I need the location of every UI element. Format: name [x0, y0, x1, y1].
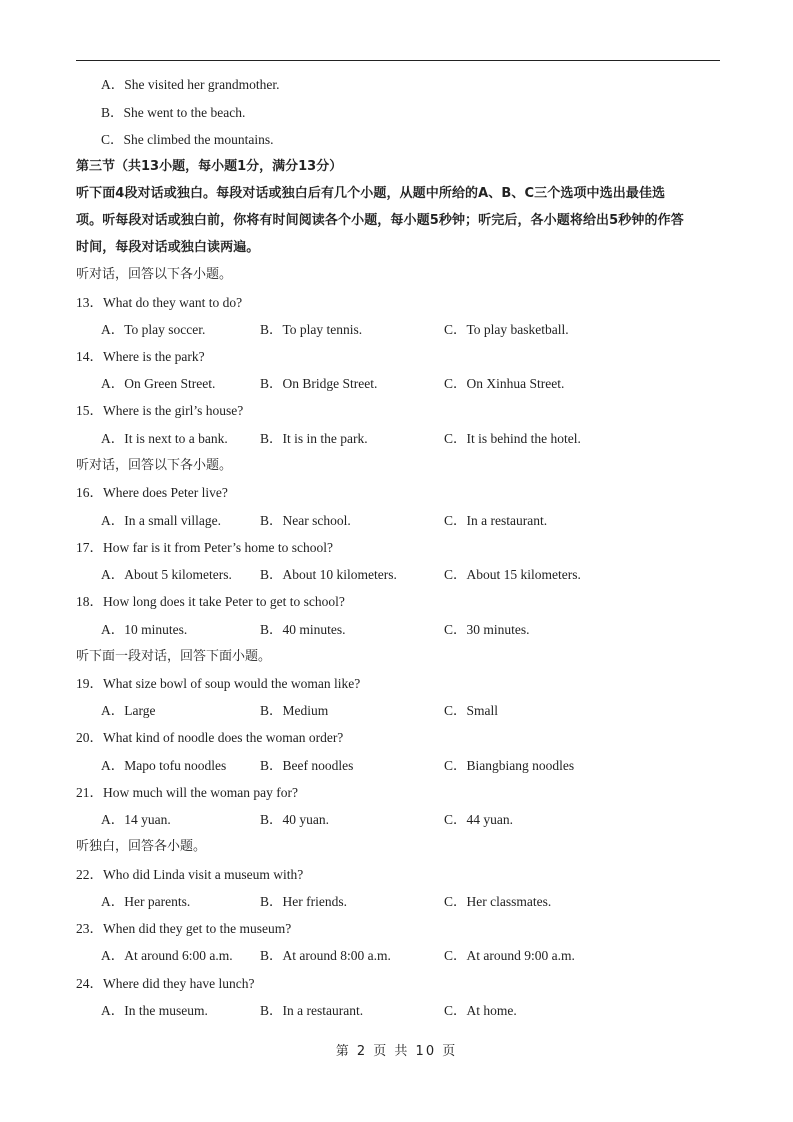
question-18-option-b: B．40 minutes.: [260, 622, 346, 637]
question-14-option-c: C．On Xinhua Street.: [444, 376, 565, 391]
question-23: 23．When did they get to the museum?: [76, 921, 292, 936]
question-17-option-a: A．About 5 kilometers.: [101, 567, 232, 582]
instructions-line-1: 听下面4段对话或独白。每段对话或独白后有几个小题，从题中所给的A、B、C三个选项中选出最佳选: [76, 186, 666, 201]
question-20-option-c: C．Biangbiang noodles: [444, 758, 575, 773]
question-19-option-b: B．Medium: [260, 703, 329, 718]
question-14: 14．Where is the park?: [76, 349, 205, 364]
group-4-heading: 听独白，回答各小题。: [76, 839, 207, 854]
question-22-option-b: B．Her friends.: [260, 894, 347, 909]
top-option-c: C．She climbed the mountains.: [101, 132, 274, 147]
question-21-option-b: B．40 yuan.: [260, 812, 329, 827]
question-13-option-a: A．To play soccer.: [101, 322, 206, 337]
question-16-option-b: B．Near school.: [260, 513, 351, 528]
question-24-option-a: A．In the museum.: [101, 1003, 208, 1018]
section-title: 第三节（共13小题，每小题1分，满分13分）: [76, 159, 343, 174]
top-option-a: A．She visited her grandmother.: [101, 77, 280, 92]
question-21-option-c: C．44 yuan.: [444, 812, 513, 827]
question-15: 15．Where is the girl’s house?: [76, 403, 244, 418]
question-18: 18．How long does it take Peter to get to school?: [76, 594, 345, 609]
question-17: 17．How far is it from Peter’s home to school?: [76, 540, 333, 555]
instructions-line-2: 项。听每段对话或独白前，你将有时间阅读各个小题，每小题5秒钟；听完后，各小题将给出5秒钟的作答: [76, 213, 684, 228]
question-19-option-c: C．Small: [444, 703, 499, 718]
header-rule: [76, 60, 720, 61]
question-17-option-c: C．About 15 kilometers.: [444, 567, 581, 582]
question-23-option-c: C．At around 9:00 a.m.: [444, 948, 575, 963]
question-20-option-b: B．Beef noodles: [260, 758, 354, 773]
question-18-option-a: A．10 minutes.: [101, 622, 188, 637]
question-17-option-b: B．About 10 kilometers.: [260, 567, 397, 582]
top-option-b: B．She went to the beach.: [101, 105, 246, 120]
question-24-option-b: B．In a restaurant.: [260, 1003, 364, 1018]
group-3-heading: 听下面一段对话，回答下面小题。: [76, 649, 272, 664]
question-20-option-a: A．Mapo tofu noodles: [101, 758, 227, 773]
question-22: 22．Who did Linda visit a museum with?: [76, 867, 304, 882]
question-24: 24．Where did they have lunch?: [76, 976, 255, 991]
question-13: 13．What do they want to do?: [76, 295, 243, 310]
question-21-option-a: A．14 yuan.: [101, 812, 171, 827]
group-1-heading: 听对话，回答以下各小题。: [76, 267, 233, 282]
question-15-option-a: A．It is next to a bank.: [101, 431, 228, 446]
question-24-option-c: C．At home.: [444, 1003, 517, 1018]
question-15-option-b: B．It is in the park.: [260, 431, 368, 446]
group-2-heading: 听对话，回答以下各小题。: [76, 458, 233, 473]
question-16-option-c: C．In a restaurant.: [444, 513, 548, 528]
question-23-option-a: A．At around 6:00 a.m.: [101, 948, 233, 963]
question-14-option-b: B．On Bridge Street.: [260, 376, 378, 391]
question-19-option-a: A．Large: [101, 703, 156, 718]
instructions-line-3: 时间，每段对话或独白读两遍。: [76, 240, 260, 255]
page-number-footer: 第 2 页 共 10 页: [335, 1044, 458, 1059]
question-20: 20．What kind of noodle does the woman order?: [76, 730, 344, 745]
instructions: [76, 180, 726, 261]
question-21: 21．How much will the woman pay for?: [76, 785, 298, 800]
question-13-option-b: B．To play tennis.: [260, 322, 363, 337]
question-14-option-a: A．On Green Street.: [101, 376, 216, 391]
question-22-option-a: A．Her parents.: [101, 894, 191, 909]
question-22-option-c: C．Her classmates.: [444, 894, 552, 909]
question-16-option-a: A．In a small village.: [101, 513, 221, 528]
question-18-option-c: C．30 minutes.: [444, 622, 530, 637]
question-15-option-c: C．It is behind the hotel.: [444, 431, 581, 446]
question-13-option-c: C．To play basketball.: [444, 322, 569, 337]
question-16: 16．Where does Peter live?: [76, 485, 228, 500]
question-23-option-b: B．At around 8:00 a.m.: [260, 948, 391, 963]
question-19: 19．What size bowl of soup would the woman like?: [76, 676, 361, 691]
